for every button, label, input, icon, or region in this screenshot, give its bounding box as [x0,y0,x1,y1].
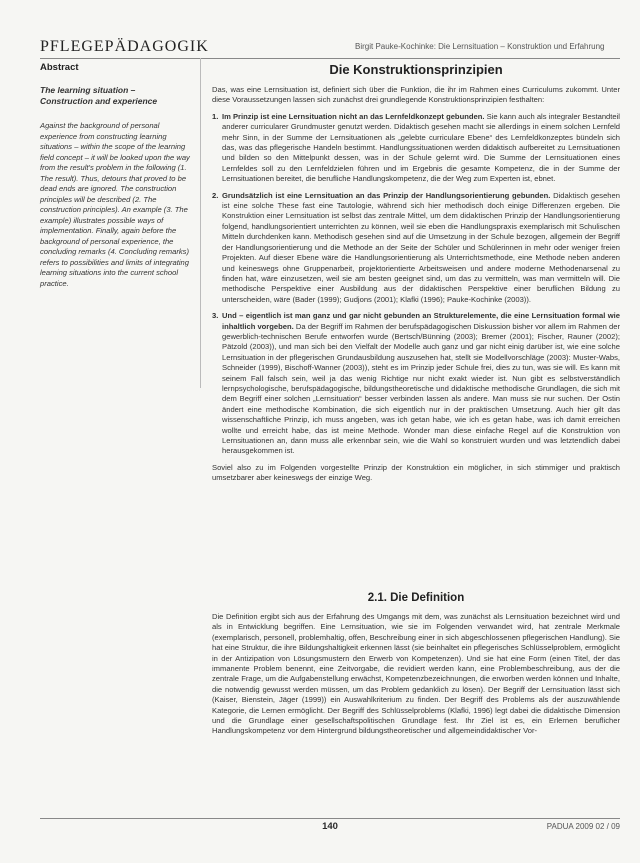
principle-heading: Im Prinzip ist eine Lernsituation nicht an das Lernfeldkonzept gebunden. [222,111,485,121]
principle-heading: Und – eigentlich ist man ganz und gar nicht gebunden an Strukturelemente, die eine Lernsituation formal wie inhaltlich vorgeben. [222,311,620,331]
abstract-label: Abstract [40,62,79,73]
principle-heading: Grundsätzlich ist eine Lernsituation an das Prinzip der Handlungsorientierung gebunden. [222,190,551,200]
journal-title: PFLEGEPÄDAGOGIK [40,38,209,55]
principle-item [212,112,620,185]
principles-list [212,112,620,457]
principle-number: 1. [212,111,219,121]
main-column [212,62,620,490]
subsection-title: 2.1. Die Definition [367,592,465,604]
page-footer [40,818,620,833]
abstract-subtitle: The learning situation – Construction and experience [40,85,158,106]
column-divider [200,58,201,388]
principle-text: Sie kann auch als integraler Bestandteil anderer curricularer Grundmuster genutzt werden. Didaktisch gesehen macht sie allerdings in einem solchen Lernfeld mehr Sinn, in der Summe der Lernsituationen als „gelebte curriculare Ebene“ des Lernfeldkonzeptes bündeln sich das, was das pflegerische Handeln bestimmt. Handlungssituationen werden didaktisch aufbereitet zu Lernsituationen und bilden so den Mittelpunkt dessen, was in der Schule gelernt wird. Die Summe der Lernsituationen eines Lernfeldes soll zu den Lernfeldzielen führen und im Ergebnis die gesamte Kompetenz, die in der Summe der Lernsituationen bereitet, die berufliche Handlungskompetenz, die der Weg zum Experten ist, ebnet. [222,111,620,184]
section-title: Die Konstruktionsprinzipien [329,62,503,77]
principle-text: Da der Begriff im Rahmen der berufspädagogischen Diskussion bisher vor allem im Rahmen der gewerblich-technischen Berufe entworfen wurde (Bertsch/Bünning (2003); Bremer (2001); Fischer, Rauner (2002); Pätzold (2003)), und man sich bei den Vielfalt der Modelle auch ganz und gar nicht einig darüber ist, wie eine solche Lernsituation in der pflegerischen Grundausbildung auszusehen hat, stellt sie Modellvorschläge (2003): Muster-Wabs, Schneider (1999), Bischoff-Wanner (2003)), steht es im Prinzip jeder Schule frei, dies zu tun, was sie will. Es kann mit seinem Fall falsch sein, weil ja das wenig Richtige nur nicht exakt wieder ist. Nun gibt es selbstverständlich lernpsychologische, berufspädagogische, bildungstheoretische und didaktische methodische Grundlagen, die sich mit dem Begriff einer solchen „Lernsituation“ besser verbinden lassen als andere. Man muss sie nur suchen. Der Ostin ändert eine methodische Kombination, die sich eigentlich nur in der praktischen Umsetzung. Auch hier gilt das wissenschaftliche Prinzip, ich muss angeben, was ich getan habe, wie ich es getan habe, was ich damit erreichen wollte und erreicht habe, das ist meine Methode. Wonder man diese einfache Regel auf die Konstruktion von Lernsituationen an, dann muss alle erkennbar sein, wie die Wahl so konstruiert wurden und was letztendlich dabei herausgekommen ist. [222,321,620,456]
abstract-body: Against the background of personal experience from constructing learning situations – within the scope of the learning field concept – it will be looked upon the way from the result's problem in the following (1. The result). Thus, detours that proved to be dead ends are ignored. The construction principles will be described (2. The construction principles). An example (3. The example) illustrates possible ways of implementation. Finally, again before the background of personal experience, the concluding remarks (4. Concluding remarks) refers to possibilities and limits of integrating learning situations into the current school practice. [40,121,190,288]
definition-section [212,592,620,743]
principle-text: Didaktisch gesehen ist eine solche These fast eine Tautologie, während sich hier methodisch doch einige Differenzen ergeben. Die Konstruktion einer Lernsituation ist selbst das zentrale Mittel, um dem didaktischen Prinzip der Handlungsorientierung folgend, handlungsorientiert unterrichten zu können, weil sie eben die Handlungspraxis exemplarisch mit Schulischen Mitteln durchdenken kann. Methodisch gesehen sind auf die Umsetzung in der Schule bezogen, allgemein der Begriff der Handlungsorientierung und die Methode an der Seite der Schüler und Schülerinnen in mehr oder weniger freien Projekten. Auf dieser Ebene wäre die Handlungsorientierung als Unterrichtsmethode, eine Methode neben anderen und keineswegs ohne Gruppenarbeit, projektorientierte Arbeitsweisen und andere moderne Methodenarsenal zu finden hat, wäre einzusetzen, weil sie am besten geeignet sind, um das zu vermitteln, was man vermitteln will. Die methodische Perspektive einer Ausbildung aus der didaktischen Perspektive einer beruflichen Bildung zu unterscheiden, wäre (Bader (1999); Gudjons (2001); Klafki (1996); Pauke-Kochinke (2003)). [222,190,620,304]
principle-body [222,112,620,185]
principle-item [212,191,620,305]
principle-body [222,191,620,305]
definition-paragraph: Die Definition ergibt sich aus der Erfahrung des Umgangs mit dem, was zunächst als Lernsituation bezeichnet wird und als in Entwicklung begriffen. Eine Lernsituation, wie sie im Folgenden verwandet wird, hat zentrale Merkmale (exemplarisch, personell, problemhaltig, offen, Beschreibung einer in sich abgeschlossenen pflegerischen Handlung). Sie hat eine Struktur, die ihre Bildungshaltigkeit erkennen lässt (sie beinhaltet ein pflegerisches Schlüsselproblem, ermöglicht in der Antizipation von Lösungsmustern den Erwerb von Kompetenzen). Und sie hat eine Form (einen Titel, der das immanente Problem benennt, eine Zeitvorgabe, die revidiert werden kann, eine Problembeschreibung, aus der die zentrale Frage, um die Aufgabenstellung erwächst, Kompetenzbezeichnungen, die erworben werden können und Inhalte, die notwendig gewusst werden müssen, um das Problem gedanklich zu lösen). Der Begriff der Lernsituation lässt sich (Kaiser, Bienstein, Jäger (1999)) ein Auswahlkriterium zu finden. Der Begriff des Problems als der auszuwählende Kategorie, die Lernen ermöglicht. Der Begriff des Schlüsselproblems (Klafki, 1996) legt dabei die didaktische Dimension und die Grundlage einer gesellschaftspolitischen Grundlage fest. Ihr Ziel ist es, ein Erlernen beruflicher Handlungskompetenz vor dem Hintergrund bildungstheoretischer und allgemeindidaktischer Vor- [212,612,620,736]
running-head: Birgit Pauke-Kochinke: Die Lernsituation – Konstruktion und Erfahrung [355,42,605,51]
header-rule [40,58,620,59]
principle-body [222,311,620,457]
issue-label: PADUA 2009 02 / 09 [546,822,620,831]
intro-paragraph: Das, was eine Lernsituation ist, definiert sich über die Funktion, die ihr im Rahmen eines Curriculums zukommt. Unter diese Voraussetzungen lassen sich zunächst drei grundlegende Konstruktionsprinzipien festhalten: [212,85,620,105]
page-number: 140 [322,821,338,832]
principle-number: 3. [212,311,219,321]
abstract-sidebar [40,62,190,289]
principle-number: 2. [212,190,219,200]
closing-paragraph: Soviel also zu im Folgenden vorgestellte Prinzip der Konstruktion ein möglicher, in sich stimmiger und praktisch umsetzbarer aber keineswegs der einzige Weg. [212,462,620,483]
principle-item [212,311,620,457]
